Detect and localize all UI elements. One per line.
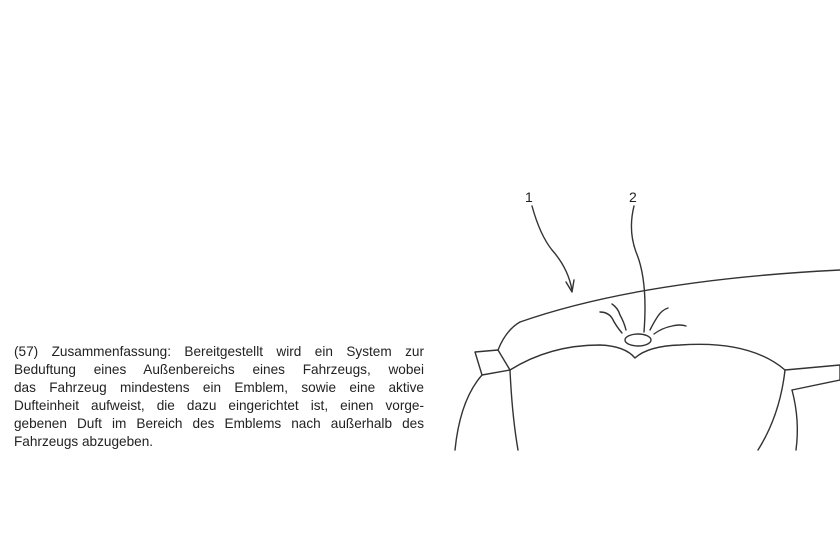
leader-line-2: [631, 206, 645, 332]
scent-line: [612, 304, 626, 330]
abstract-line: Beduftung eines Außenbereichs eines Fahrzeugs, wobei: [14, 362, 424, 377]
left-lower-body: [455, 375, 482, 450]
abstract-line: Fahrzeugs abzugeben.: [14, 434, 154, 449]
abstract-line: das Fahrzeug mindestens ein Emblem, sowie eine aktive: [14, 380, 424, 395]
abstract-line: (57) Zusammenfassung: Bereitgestellt wird ein System zur: [14, 344, 424, 359]
hood-outline: [520, 270, 840, 322]
abstract-line: Dufteinheit aufweist, die dazu eingerichtet ist, einen vorge-: [14, 398, 424, 413]
leader-line-1: [532, 206, 572, 290]
scent-line: [600, 312, 622, 333]
emblem: [625, 334, 651, 346]
grille-outline: [510, 344, 785, 370]
grille-right-side: [758, 370, 785, 450]
reference-label-1: 1: [525, 189, 533, 205]
scent-line: [650, 308, 668, 330]
vehicle-front-drawing: [440, 180, 840, 460]
right-lower-body: [792, 390, 797, 450]
grille-left-side: [510, 370, 518, 450]
right-fender: [785, 365, 840, 390]
reference-label-2: 2: [629, 189, 637, 205]
hood-left-edge: [498, 322, 520, 350]
patent-drawing: [440, 180, 840, 460]
left-fender: [475, 350, 510, 375]
scent-line: [654, 325, 686, 334]
abstract-line: gebenen Duft im Bereich des Emblems nach außerhalb des: [14, 416, 424, 431]
patent-abstract: [14, 343, 424, 451]
